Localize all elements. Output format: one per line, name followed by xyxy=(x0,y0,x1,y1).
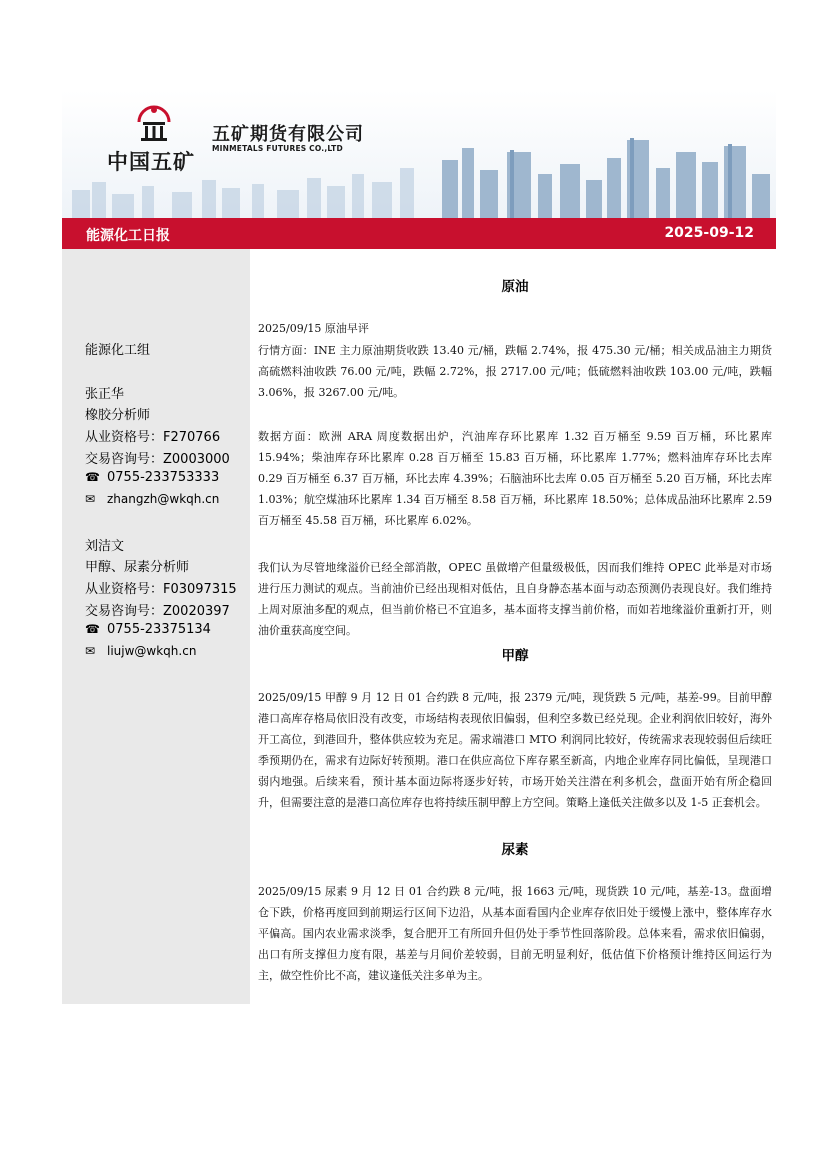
analyst-sidebar xyxy=(62,249,250,1004)
envelope-icon: ✉ xyxy=(85,492,96,506)
report-title-bar xyxy=(62,218,776,249)
crude-oil-market-paragraph: 行情方面：INE 主力原油期货收跌 13.40 元/桶，跌幅 2.74%，报 475.30 元/桶；相关成品油主力期货高硫燃料油收跌 76.00 元/吨，跌幅 2.72%，报 2717.00 元/吨；低硫燃料油收跌 103.00 元/吨，跌幅 3.06%，报 3267.00 元/吨。 xyxy=(258,344,772,399)
section-heading-methanol: 甲醇 xyxy=(501,648,529,664)
crude-oil-data-paragraph: 数据方面：欧洲 ARA 周度数据出炉，汽油库存环比累库 1.32 百万桶至 9.59 百万桶，环比累库 15.94%；柴油库存环比累库 0.28 百万桶至 15.83 百万桶，环比累库 1.77%；燃料油库存环比去库 0.29 百万桶至 6.37 百万桶，环比去库 4.39%；石脑油环比去库 0.05 百万桶至 5.20 百万桶，环比去库 1.03%；航空煤油环比累库 1.34 百万桶至 8.58 百万桶，环比累库 18.50%；总体成品油环比累库 2.59 百万桶至 45.58 百万桶，环比累库 6.02%。 xyxy=(258,430,772,527)
report-title: 能源化工日报 xyxy=(86,228,170,244)
analyst-phone xyxy=(85,622,211,637)
analyst-consulting-number: 交易咨询号：Z0020397 xyxy=(85,604,230,619)
analyst-qualification-number: 从业资格号：F03097315 xyxy=(85,582,237,597)
analyst-phone-number: 0755-233753333 xyxy=(107,470,220,485)
analyst-name: 张正华 xyxy=(85,387,125,402)
analyst-email-address[interactable]: zhangzh@wkqh.cn xyxy=(107,492,220,506)
analyst-email[interactable] xyxy=(85,492,219,506)
crude-oil-date-line: 2025/09/15 原油早评 xyxy=(258,322,369,335)
envelope-icon: ✉ xyxy=(85,644,96,658)
section-heading-urea: 尿素 xyxy=(501,842,529,858)
team-name: 能源化工组 xyxy=(85,343,151,358)
phone-icon: ☎ xyxy=(85,470,100,484)
company-name-en: MINMETALS FUTURES CO.,LTD xyxy=(212,144,343,153)
crude-oil-view-paragraph: 我们认为尽管地缘溢价已经全部消散，OPEC 虽做增产但量级极低，因而我们维持 OPEC 此举是对市场进行压力测试的观点。当前油价已经出现相对低估，且自身静态基本面与动态预测仍表现良好。我们维持上周对原油多配的观点，但当前价格已不宜追多，基本面将支撑当前价格，而如若地缘溢价重新打开，则油价重获高度空间。 xyxy=(258,561,772,637)
methanol-paragraph: 2025/09/15 甲醇 9 月 12 日 01 合约跌 8 元/吨，报 2379 元/吨，现货跌 5 元/吨，基差-99。目前甲醇港口高库存格局依旧没有改变，市场结构表现依旧偏弱，但利空多数已经兑现。企业利润依旧较好，海外开工高位，到港回升，整体供应较为充足。需求端港口 MTO 利润同比较好，传统需求表现较弱但后续旺季预期仍在，需求有边际好转预期。港口在供应高位下库存累至新高，内地企业库存同比偏低，呈现港口弱内地强。后续来看，预计基本面边际将逐步好转，市场开始关注潜在利多机会，盘面开始有所企稳回升，但需要注意的是港口高位库存也将持续压制甲醇上方空间。策略上逢低关注做多以及 1-5 正套机会。 xyxy=(258,691,772,809)
analyst-email[interactable] xyxy=(85,644,196,658)
section-heading-crude-oil: 原油 xyxy=(501,279,529,295)
brand-name-cn: 中国五矿 xyxy=(107,150,195,174)
analyst-consulting-number: 交易咨询号：Z0003000 xyxy=(85,452,230,467)
phone-icon: ☎ xyxy=(85,622,100,636)
report-header xyxy=(62,90,776,218)
company-name-cn: 五矿期货有限公司 xyxy=(212,124,364,145)
report-date: 2025-09-12 xyxy=(664,225,754,241)
analyst-role: 橡胶分析师 xyxy=(85,408,151,423)
urea-paragraph: 2025/09/15 尿素 9 月 12 日 01 合约跌 8 元/吨，报 1663 元/吨，现货跌 10 元/吨，基差-13。盘面增仓下跌，价格再度回到前期运行区间下边沿，从基本面看国内企业库存依旧处于缓慢上涨中，整体库存水平偏高。国内农业需求淡季，复合肥开工有所回升但仍处于季节性回落阶段。总体来看，需求依旧偏弱，出口有所支撑但力度有限，基差与月间价差较弱，目前无明显利好，低估值下价格预计维持区间运行为主，做空性价比不高，建议逢低关注多单为主。 xyxy=(258,885,772,982)
analyst-role: 甲醇、尿素分析师 xyxy=(85,560,190,575)
analyst-phone-number: 0755-23375134 xyxy=(107,622,211,637)
analyst-phone xyxy=(85,470,219,485)
analyst-qualification-number: 从业资格号：F270766 xyxy=(85,430,221,445)
analyst-name: 刘洁文 xyxy=(85,539,125,554)
china-minmetals-emblem xyxy=(135,102,173,142)
analyst-email-address[interactable]: liujw@wkqh.cn xyxy=(107,644,197,658)
